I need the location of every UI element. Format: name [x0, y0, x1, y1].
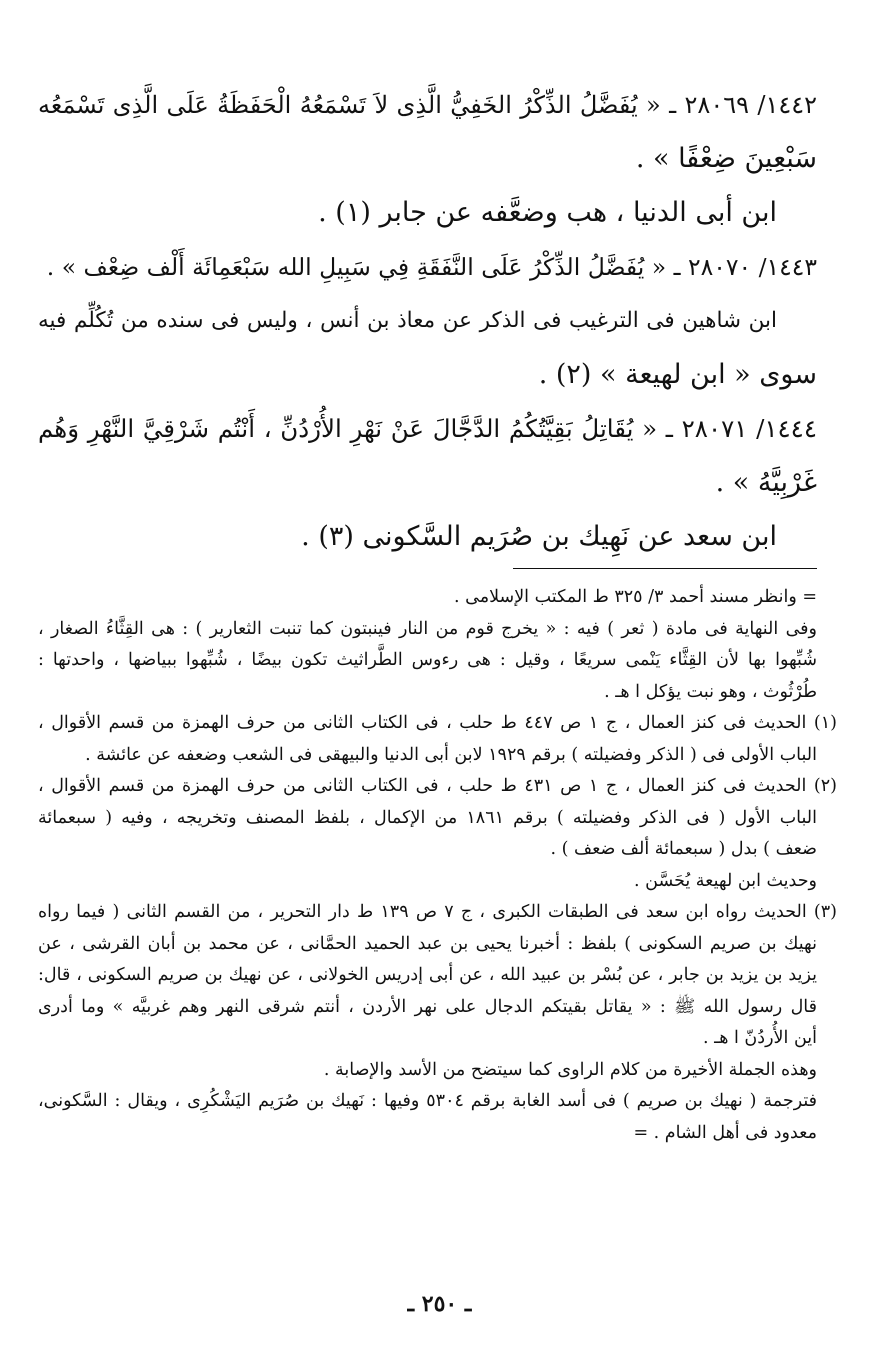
hadith-line: سوى « ابن لهيعة » (٢) . [538, 359, 817, 390]
footnote-line: معدود فى أهل الشام . = [633, 1122, 817, 1143]
footnote-line: وهذه الجملة الأخيرة من كلام الراوى كما سيتضح من الأسد والإصابة . [323, 1059, 817, 1080]
hadith-line: ابن أبى الدنيا ، هب وضعَّفه عن جابر (١) . [318, 197, 777, 228]
footnote-line: (٢) الحديث فى كنز العمال ، ج ١ ص ٤٣١ ط حلب ، فى الكتاب الثانى من حرف الهمزة من قسم الأقوال ، [38, 776, 837, 796]
main-text [38, 78, 817, 564]
hadith-line: ابن سعد عن نَهِيك بن صُرَيم السَّكونى (٣) . [301, 521, 777, 552]
footnote-line: أين الأُردُنّ ا هـ . [702, 1028, 817, 1048]
footnote-line: شُبِّهوا بها لأن القِثَّاء يَنْمى سريعًا ، وقيل : هى رءوس الطَّراثيث تكون بيضًا ، شُبِّهوا ببياضها ، واحدتها : [38, 650, 817, 670]
hadith-line: سَبْعِينَ ضِعْفًا » . [635, 143, 817, 174]
footnote-line: ضعف ) بدل ( سبعمائة ألف ضعف ) . [550, 839, 817, 859]
footnote-line: = وانظر مسند أحمد ٣/ ٣٢٥ ط المكتب الإسلامى . [454, 587, 817, 607]
footnote-line: نهيك بن صريم السكونى ) بلفظ : أخبرنا يحيى بن عبد الحميد الحمَّانى ، عن محمد بن أبان القرشى ، عن [38, 933, 817, 954]
footnote-line: قال رسول الله ﷺ : « يقاتل بقيتكم الدجال على نهر الأردن ، أنتم شرقى النهر وهم غربيَّه » وما أدرى [38, 996, 817, 1017]
footnote-line: وفى النهاية فى مادة ( ثعر ) فيه : « يخرج قوم من النار فينبتون كما تنبت الثعارير ) : هى القِثَّاءُ الصغار ، [38, 618, 817, 639]
hadith-line: ١٤٤٣/ ٢٨٠٧٠ ـ « يُفَضَّلُ الذِّكْرُ عَلَى النَّفَقَةِ فِي سَبِيلِ الله سَبْعَمِائَة أَلْف ضِعْف » . [46, 253, 817, 281]
footnotes [38, 582, 837, 1149]
footnote-line: (١) الحديث فى كنز العمال ، ج ١ ص ٤٤٧ ط حلب ، فى الكتاب الثانى من حرف الهمزة من قسم الأقوال ، [38, 713, 837, 733]
footnote-line: الباب الأول ( فى الذكر وفضيلته ) برقم ١٨٦١ من الإكمال ، بلفظ المصنف وتخريجه ، وفيه ( سبعمائة [38, 807, 817, 828]
hadith-line: ١٤٤٤/ ٢٨٠٧١ ـ « يُقَاتِلُ بَقِيَّتُكُمُ الدَّجَّالَ عَنْ نَهْرِ الأُرْدُنِّ ، أَنْتُم شَرْقِيَّ النَّهْرِ وَهُم [38, 414, 817, 443]
footnote-divider [513, 568, 817, 569]
hadith-line: ابن شاهين فى الترغيب فى الذكر عن معاذ بن أنس ، وليس فى سنده من تُكُلِّم فيه [38, 308, 777, 333]
page-number: ـ ٢٥٠ ـ [407, 1291, 472, 1317]
footnote-line: (٣) الحديث رواه ابن سعد فى الطبقات الكبرى ، ج ٧ ص ١٣٩ ط دار التحرير ، من القسم الثانى ( فيما رواه [38, 902, 837, 922]
hadith-line: غَرْبِيَّهُ » . [715, 467, 817, 498]
footnote-line: الباب الأولى فى ( الذكر وفضيلته ) برقم ١٩٢٩ لابن أبى الدنيا والبيهقى فى الشعب وضعفه عن عائشة . [85, 744, 817, 765]
footnote-line: يزيد بن يزيد بن جابر ، عن بُسْر بن عبيد الله ، عن أبى إدريس الخولانى ، عن نهيك بن صريم السكونى ، قال: [38, 965, 817, 985]
footnote-line: وحديث ابن لهيعة يُحَسَّن . [634, 870, 817, 891]
footnote-line: فترجمة ( نهيك بن صريم ) فى أسد الغابة برقم ٥٣٠٤ وفيها : نَهيك بن صُرَيم اليَشْكُرِى ، ويقال : السَّكونى، [38, 1091, 817, 1111]
hadith-line: ١٤٤٢/ ٢٨٠٦٩ ـ « يُفَضَّلُ الذِّكْرُ الخَفِيُّ الَّذِى لاَ تَسْمَعُهُ الْحَفَظَةُ عَلَى الَّذِى تَسْمَعُه [38, 91, 818, 119]
footnote-line: طُرْثُوث ، وهو نبت يؤكل ا هـ . [604, 681, 817, 702]
